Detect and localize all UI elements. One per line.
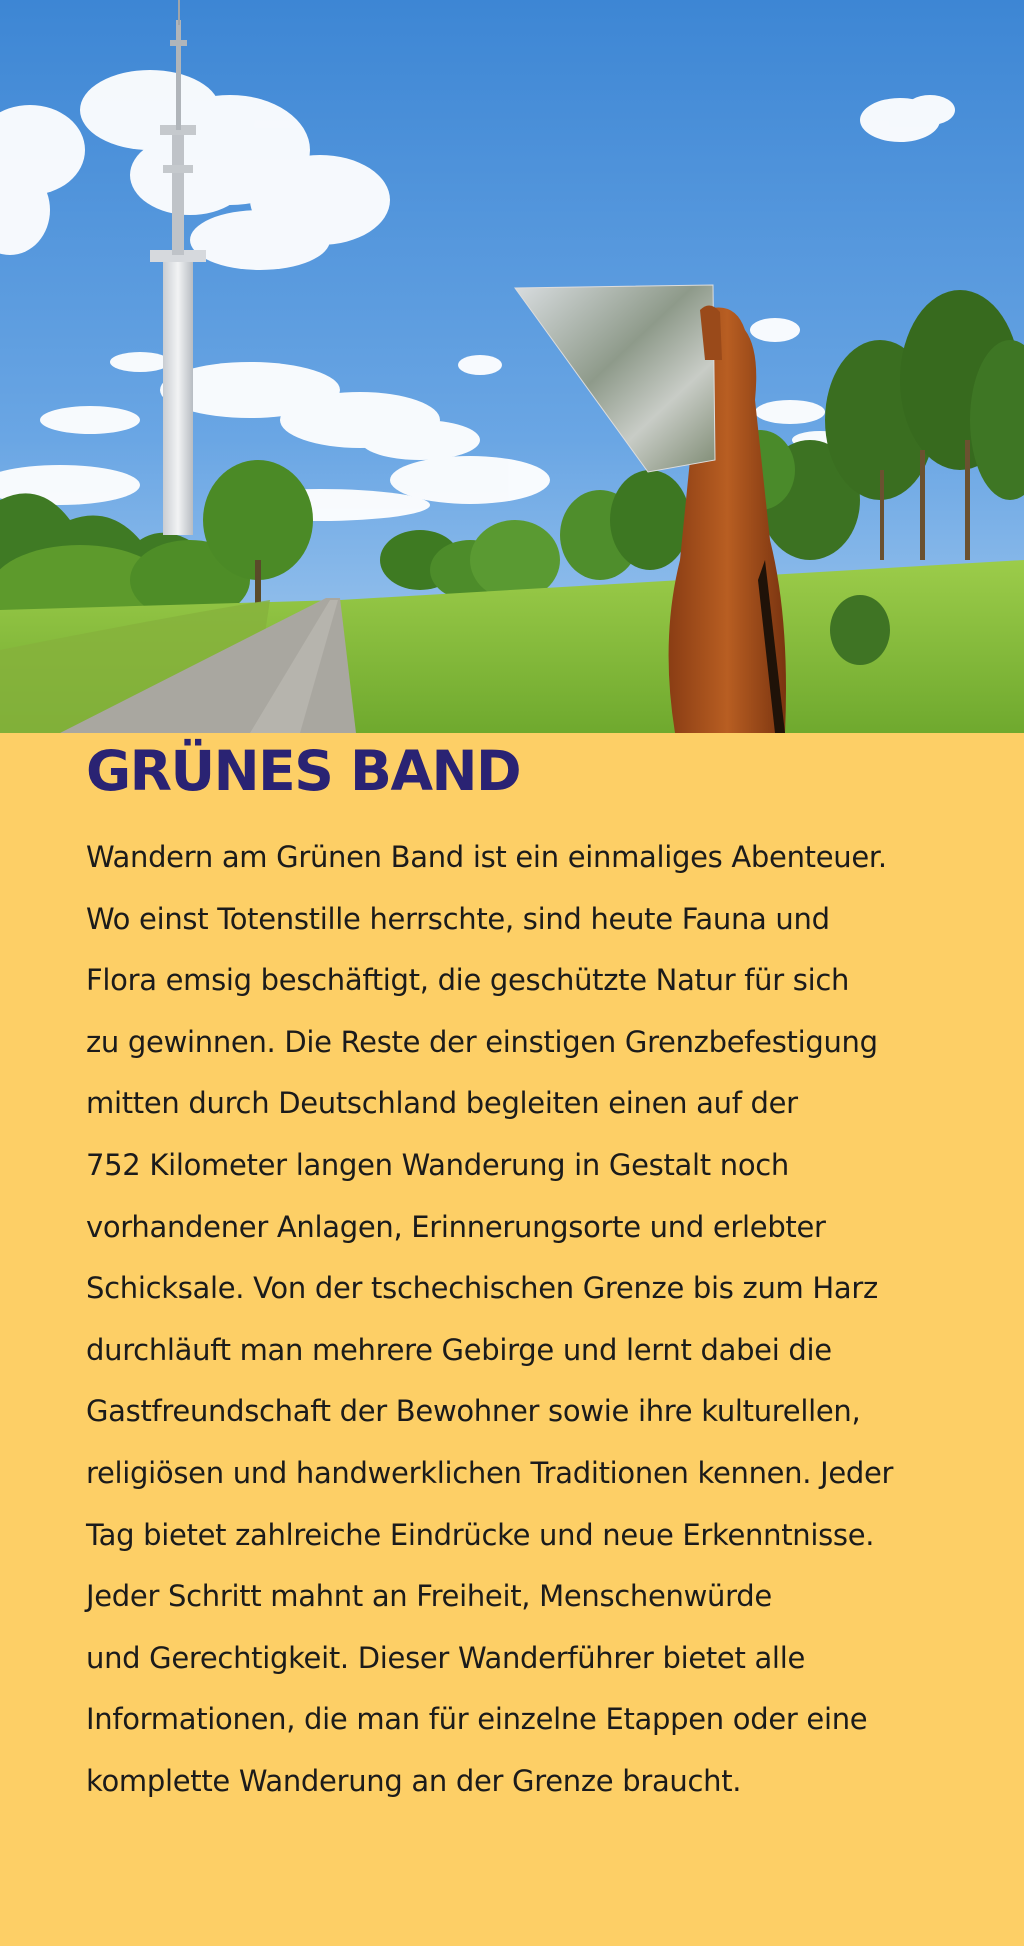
text-line: Wo einst Totenstille herrschte, sind heute Fauna und	[86, 901, 830, 936]
text-line: Schicksale. Von der tschechischen Grenze bis zum Harz	[86, 1271, 878, 1306]
text-line: und Gerechtigkeit. Dieser Wanderführer bietet alle	[86, 1640, 805, 1675]
text-line: mitten durch Deutschland begleiten einen auf der	[86, 1086, 798, 1121]
description-text	[86, 830, 1006, 1816]
cover-photo	[0, 0, 1024, 733]
page-title: GRÜNES BAND	[86, 739, 521, 803]
text-line: Gastfreundschaft der Bewohner sowie ihre kulturellen,	[86, 1394, 861, 1429]
text-line: Jeder Schritt mahnt an Freiheit, Menschenwürde	[86, 1579, 772, 1614]
text-line: 752 Kilometer langen Wanderung in Gestalt noch	[86, 1147, 789, 1182]
text-line: vorhandener Anlagen, Erinnerungsorte und erlebter	[86, 1209, 826, 1244]
text-line: Informationen, die man für einzelne Etappen oder eine	[86, 1702, 868, 1737]
text-line: zu gewinnen. Die Reste der einstigen Grenzbefestigung	[86, 1024, 878, 1059]
text-line: durchläuft man mehrere Gebirge und lernt dabei die	[86, 1332, 832, 1367]
text-line: religiösen und handwerklichen Traditionen kennen. Jeder	[86, 1455, 894, 1490]
text-line: Flora emsig beschäftigt, die geschützte Natur für sich	[86, 963, 850, 998]
text-line: Tag bietet zahlreiche Eindrücke und neue Erkenntnisse.	[86, 1517, 875, 1552]
text-line: Wandern am Grünen Band ist ein einmaliges Abenteuer.	[86, 840, 887, 874]
text-line: komplette Wanderung an der Grenze braucht.	[86, 1763, 742, 1798]
